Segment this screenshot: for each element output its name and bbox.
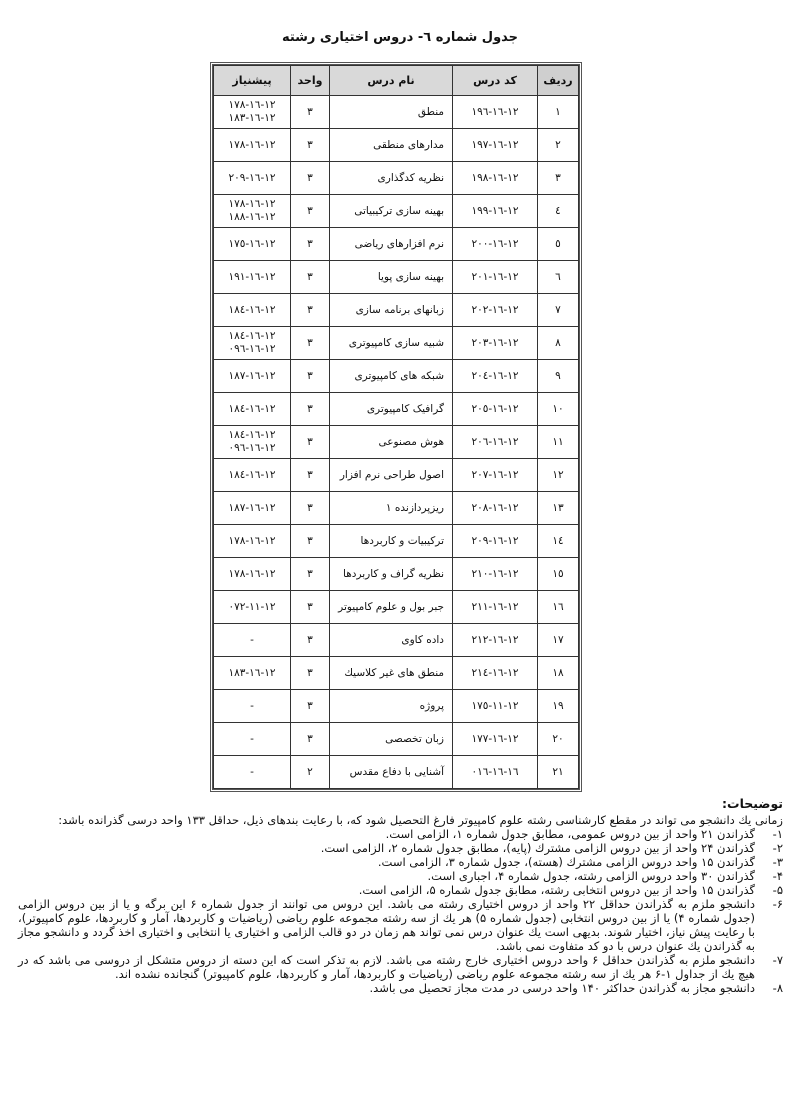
cell-course-name: جبر بول و علوم کامپیوتر xyxy=(330,591,453,624)
prerequisite-code: ١٢-١٦-١٨٣ xyxy=(228,112,276,124)
note-number: ۵- xyxy=(772,883,783,897)
cell-prerequisite xyxy=(214,690,291,723)
cell-course-code: ١٢-١٦-٢٠٧ xyxy=(453,459,538,492)
cell-course-code: ١٢-١٦-٢١٤ xyxy=(453,657,538,690)
prerequisite-code: ١٢-١٦-١٧٨ xyxy=(228,138,276,151)
note-item xyxy=(18,869,783,883)
note-item xyxy=(18,897,783,953)
cell-row-number: ١٦ xyxy=(538,591,579,624)
prerequisite-code: - xyxy=(250,699,254,712)
table-row xyxy=(214,492,579,525)
cell-units: ٣ xyxy=(291,657,330,690)
cell-units: ٣ xyxy=(291,558,330,591)
cell-prerequisite xyxy=(214,96,291,129)
cell-units: ٣ xyxy=(291,492,330,525)
cell-row-number: ٧ xyxy=(538,294,579,327)
header-course-name: نام درس xyxy=(330,66,453,96)
cell-units: ٣ xyxy=(291,591,330,624)
note-text: دانشجو مجاز به گذراندن حداکثر ١۴٠ واحد درسی در مدت مجاز تحصیل می باشد. xyxy=(369,981,755,995)
notes-title: توضیحات: xyxy=(722,796,783,811)
cell-row-number: ٨ xyxy=(538,327,579,360)
cell-course-name: مدارهای منطقی xyxy=(330,129,453,162)
prerequisite-code: ١٢-١٦-١٨٧ xyxy=(228,501,276,514)
cell-row-number: ١٠ xyxy=(538,393,579,426)
cell-course-name: نظریه کدگذاری xyxy=(330,162,453,195)
cell-course-name: منطق های غیر کلاسیك xyxy=(330,657,453,690)
note-number: ٢- xyxy=(772,841,783,855)
cell-prerequisite xyxy=(214,195,291,228)
prerequisite-code: ١٢-١١-٠٧٢ xyxy=(228,600,276,613)
cell-course-name: بهینه سازی پویا xyxy=(330,261,453,294)
cell-course-name: نظریه گراف و کاربردها xyxy=(330,558,453,591)
prerequisite-code: ١٢-١٦-١٩١ xyxy=(228,270,276,283)
table-row xyxy=(214,294,579,327)
cell-prerequisite xyxy=(214,459,291,492)
cell-row-number: ١٧ xyxy=(538,624,579,657)
cell-course-name: ترکیبیات و کاربردها xyxy=(330,525,453,558)
table-row xyxy=(214,591,579,624)
cell-course-name: منطق xyxy=(330,96,453,129)
prerequisite-code: ١٢-١٦-١٨٣ xyxy=(228,666,276,679)
cell-row-number: ١٢ xyxy=(538,459,579,492)
elective-courses-table xyxy=(210,62,582,792)
cell-prerequisite xyxy=(214,360,291,393)
cell-units: ٣ xyxy=(291,129,330,162)
table-row xyxy=(214,162,579,195)
cell-prerequisite xyxy=(214,393,291,426)
cell-course-name: گرافیک کامپیوتری xyxy=(330,393,453,426)
cell-units: ٣ xyxy=(291,393,330,426)
cell-course-code: ١٢-١٦-١٩٩ xyxy=(453,195,538,228)
notes-section xyxy=(18,796,783,995)
note-item xyxy=(18,855,783,869)
cell-row-number: ٤ xyxy=(538,195,579,228)
prerequisite-code: ١٢-١٦-٠٩٦ xyxy=(228,442,276,454)
cell-course-name: زبانهای برنامه سازی xyxy=(330,294,453,327)
cell-course-code: ١٢-١٦-٢٠١ xyxy=(453,261,538,294)
cell-prerequisite xyxy=(214,426,291,459)
cell-row-number: ٩ xyxy=(538,360,579,393)
cell-units: ٣ xyxy=(291,195,330,228)
notes-intro: زمانی یك دانشجو می تواند در مقطع کارشناسی رشته علوم کامپیوتر فارغ التحصیل شود که، با رعایت بندهای ذیل، حداقل ١٣٣ واحد درسی گذرانده باشد: xyxy=(58,813,783,827)
prerequisite-code: - xyxy=(250,732,254,745)
cell-prerequisite xyxy=(214,525,291,558)
cell-course-name: شبیه سازی کامپیوتری xyxy=(330,327,453,360)
cell-units: ٣ xyxy=(291,723,330,756)
cell-course-name: ریزپردازنده ١ xyxy=(330,492,453,525)
cell-course-name: هوش مصنوعی xyxy=(330,426,453,459)
prerequisite-code: ١٢-١٦-١٧٨ xyxy=(228,534,276,547)
prerequisite-code: ١٢-١٦-١٨٤ xyxy=(228,303,276,316)
note-number: ۴- xyxy=(772,869,783,883)
note-number: ٧- xyxy=(772,953,783,967)
cell-course-name: شبکه های کامپیوتری xyxy=(330,360,453,393)
prerequisite-code: ١٢-١٦-١٨٧ xyxy=(228,369,276,382)
cell-course-code: ١٢-١٦-٢٠٣ xyxy=(453,327,538,360)
cell-course-code: ١٢-١٦-١٧٧ xyxy=(453,723,538,756)
cell-units: ٣ xyxy=(291,96,330,129)
cell-prerequisite xyxy=(214,624,291,657)
prerequisite-code: ١٢-١٦-١٧٨ xyxy=(228,99,276,111)
table-row xyxy=(214,261,579,294)
cell-row-number: ١١ xyxy=(538,426,579,459)
cell-units: ٣ xyxy=(291,690,330,723)
cell-course-code: ١٢-١٦-١٩٧ xyxy=(453,129,538,162)
cell-course-name: پروژه xyxy=(330,690,453,723)
cell-units: ٣ xyxy=(291,360,330,393)
table-row xyxy=(214,657,579,690)
note-text: دانشجو ملزم به گذراندن حداقل ۶ واحد دروس اختیاری خارج رشته می باشد. لازم به تذکر است که این دسته از دروس متشکل از دروسی می باشد که در هیچ یك از جداول ١-۶ هر یك از سه رشته مجموعه علوم ریاضی (ریاضیات و کاربردها، آمار و کاربردها، علوم کامپیوتر) گنجانده نشده اند. xyxy=(18,953,755,981)
cell-row-number: ٥ xyxy=(538,228,579,261)
cell-units: ٣ xyxy=(291,624,330,657)
cell-course-code: ١٦-١٦-٠١٦ xyxy=(453,756,538,789)
cell-course-name: بهینه سازی ترکیبیاتی xyxy=(330,195,453,228)
prerequisite-code: ١٢-١٦-٢٠٩ xyxy=(228,171,276,184)
cell-prerequisite xyxy=(214,657,291,690)
table-row xyxy=(214,327,579,360)
cell-row-number: ٢١ xyxy=(538,756,579,789)
cell-prerequisite xyxy=(214,294,291,327)
note-number: ۶- xyxy=(772,897,783,911)
cell-course-code: ١٢-١٦-٢٠٩ xyxy=(453,525,538,558)
prerequisite-code: ١٢-١٦-١٨٤ xyxy=(228,402,276,415)
cell-course-code: ١٢-١٦-٢١٠ xyxy=(453,558,538,591)
cell-units: ٣ xyxy=(291,228,330,261)
prerequisite-code: ١٢-١٦-١٧٨ xyxy=(228,567,276,580)
cell-course-name: داده کاوی xyxy=(330,624,453,657)
note-number: ٨- xyxy=(772,981,783,995)
cell-row-number: ١٥ xyxy=(538,558,579,591)
table-row xyxy=(214,96,579,129)
prerequisite-code: ١٢-١٦-١٧٨ xyxy=(228,198,276,210)
cell-row-number: ١٩ xyxy=(538,690,579,723)
page-title: جدول شماره ٦- دروس اختیاری رشته xyxy=(281,30,519,45)
table-row xyxy=(214,195,579,228)
note-text: دانشجو ملزم به گذراندن حداقل ٢٢ واحد از دروس اختیاری رشته می باشد. این دروس می توانند از جدول شماره ۶ این برگه و یا از بین دروس الزامی (جدول شماره ۴) یا از بین دروس انتخابی (جدول شماره ۵) هر یك از سه رشته مجموعه علوم ریاضی (ریاضیات و کاربردها، آمار و کاربردها، علوم کامپیوتر)، با رعایت پیش نیاز، اختیار شوند. بدیهی است یك عنوان درس نمی تواند هم زمان در دو قالب الزامی و اختیاری یا انتخابی و اختیاری اخذ گردد و دانشجو مجاز به گذراندن یك عنوان درس با دو کد متفاوت نمی باشد. xyxy=(18,897,755,953)
table-row xyxy=(214,459,579,492)
note-number: ٣- xyxy=(772,855,783,869)
cell-row-number: ١٤ xyxy=(538,525,579,558)
note-number: ١- xyxy=(772,827,783,841)
cell-prerequisite xyxy=(214,591,291,624)
table-row xyxy=(214,690,579,723)
cell-course-code: ١٢-١٦-٢٠٥ xyxy=(453,393,538,426)
note-item xyxy=(18,841,783,855)
cell-prerequisite xyxy=(214,261,291,294)
prerequisite-code: - xyxy=(250,765,254,778)
cell-units: ٣ xyxy=(291,162,330,195)
prerequisite-code: ١٢-١٦-١٨٤ xyxy=(228,330,276,342)
table-row xyxy=(214,228,579,261)
cell-row-number: ٦ xyxy=(538,261,579,294)
table-row xyxy=(214,129,579,162)
note-item xyxy=(18,883,783,897)
note-item xyxy=(18,827,783,841)
cell-course-code: ١٢-١٦-٢١١ xyxy=(453,591,538,624)
note-text: گذراندن ٢١ واحد از بین دروس عمومی، مطابق جدول شماره ١، الزامی است. xyxy=(385,827,755,841)
note-text: گذراندن ١۵ واحد از بین دروس انتخابی رشته، مطابق جدول شماره ۵، الزامی است. xyxy=(358,883,755,897)
cell-prerequisite xyxy=(214,129,291,162)
cell-row-number: ٣ xyxy=(538,162,579,195)
cell-prerequisite xyxy=(214,756,291,789)
cell-course-code: ١٢-١٦-٢٠٨ xyxy=(453,492,538,525)
header-prerequisite: پیشنیاز xyxy=(214,66,291,96)
note-text: گذراندن ١۵ واحد دروس الزامی مشترك (هسته)، جدول شماره ٣، الزامی است. xyxy=(377,855,755,869)
cell-course-name: آشنایی با دفاع مقدس xyxy=(330,756,453,789)
cell-prerequisite xyxy=(214,228,291,261)
cell-course-code: ١٢-١٦-٢١٢ xyxy=(453,624,538,657)
cell-prerequisite xyxy=(214,558,291,591)
cell-course-name: اصول طراحی نرم افزار xyxy=(330,459,453,492)
cell-prerequisite xyxy=(214,327,291,360)
table-row xyxy=(214,624,579,657)
table-header-row xyxy=(214,66,579,96)
note-text: گذراندن ٣٠ واحد دروس الزامی رشته، جدول شماره ۴، اجباری است. xyxy=(427,869,755,883)
cell-row-number: ١٣ xyxy=(538,492,579,525)
table-row xyxy=(214,393,579,426)
cell-course-code: ١٢-١٦-٢٠٦ xyxy=(453,426,538,459)
cell-row-number: ٢ xyxy=(538,129,579,162)
cell-course-name: نرم افزارهای ریاضی xyxy=(330,228,453,261)
cell-units: ٢ xyxy=(291,756,330,789)
cell-units: ٣ xyxy=(291,426,330,459)
header-units: واحد xyxy=(291,66,330,96)
cell-units: ٣ xyxy=(291,294,330,327)
table-row xyxy=(214,360,579,393)
table-row xyxy=(214,426,579,459)
cell-course-code: ١٢-١٦-١٩٦ xyxy=(453,96,538,129)
cell-units: ٣ xyxy=(291,525,330,558)
cell-row-number: ١ xyxy=(538,96,579,129)
table-row xyxy=(214,525,579,558)
note-item xyxy=(18,953,783,981)
cell-units: ٣ xyxy=(291,459,330,492)
prerequisite-code: ١٢-١٦-١٧٥ xyxy=(228,237,276,250)
note-item xyxy=(18,981,783,995)
cell-course-name: زبان تخصصی xyxy=(330,723,453,756)
note-text: گذراندن ٢۴ واحد از بین دروس الزامی مشترك (پایه)، مطابق جدول شماره ٢، الزامی است. xyxy=(320,841,755,855)
notes-list xyxy=(18,827,783,995)
cell-row-number: ١٨ xyxy=(538,657,579,690)
header-course-code: کد درس xyxy=(453,66,538,96)
header-row-number: ردیف xyxy=(538,66,579,96)
cell-course-code: ١٢-١٦-٢٠٢ xyxy=(453,294,538,327)
prerequisite-code: - xyxy=(250,633,254,646)
cell-prerequisite xyxy=(214,723,291,756)
prerequisite-code: ١٢-١٦-١٨٤ xyxy=(228,468,276,481)
cell-course-code: ١٢-١٦-١٩٨ xyxy=(453,162,538,195)
prerequisite-code: ١٢-١٦-٠٩٦ xyxy=(228,343,276,355)
table-row xyxy=(214,723,579,756)
prerequisite-code: ١٢-١٦-١٨٤ xyxy=(228,429,276,441)
cell-row-number: ٢٠ xyxy=(538,723,579,756)
table-row xyxy=(214,558,579,591)
cell-units: ٣ xyxy=(291,261,330,294)
table-body xyxy=(214,96,579,789)
cell-units: ٣ xyxy=(291,327,330,360)
table-row xyxy=(214,756,579,789)
prerequisite-code: ١٢-١٦-١٨٨ xyxy=(228,211,276,223)
cell-prerequisite xyxy=(214,162,291,195)
cell-course-code: ١٢-١٦-٢٠٠ xyxy=(453,228,538,261)
cell-course-code: ١٢-١٦-٢٠٤ xyxy=(453,360,538,393)
cell-prerequisite xyxy=(214,492,291,525)
cell-course-code: ١٢-١١-١٧٥ xyxy=(453,690,538,723)
